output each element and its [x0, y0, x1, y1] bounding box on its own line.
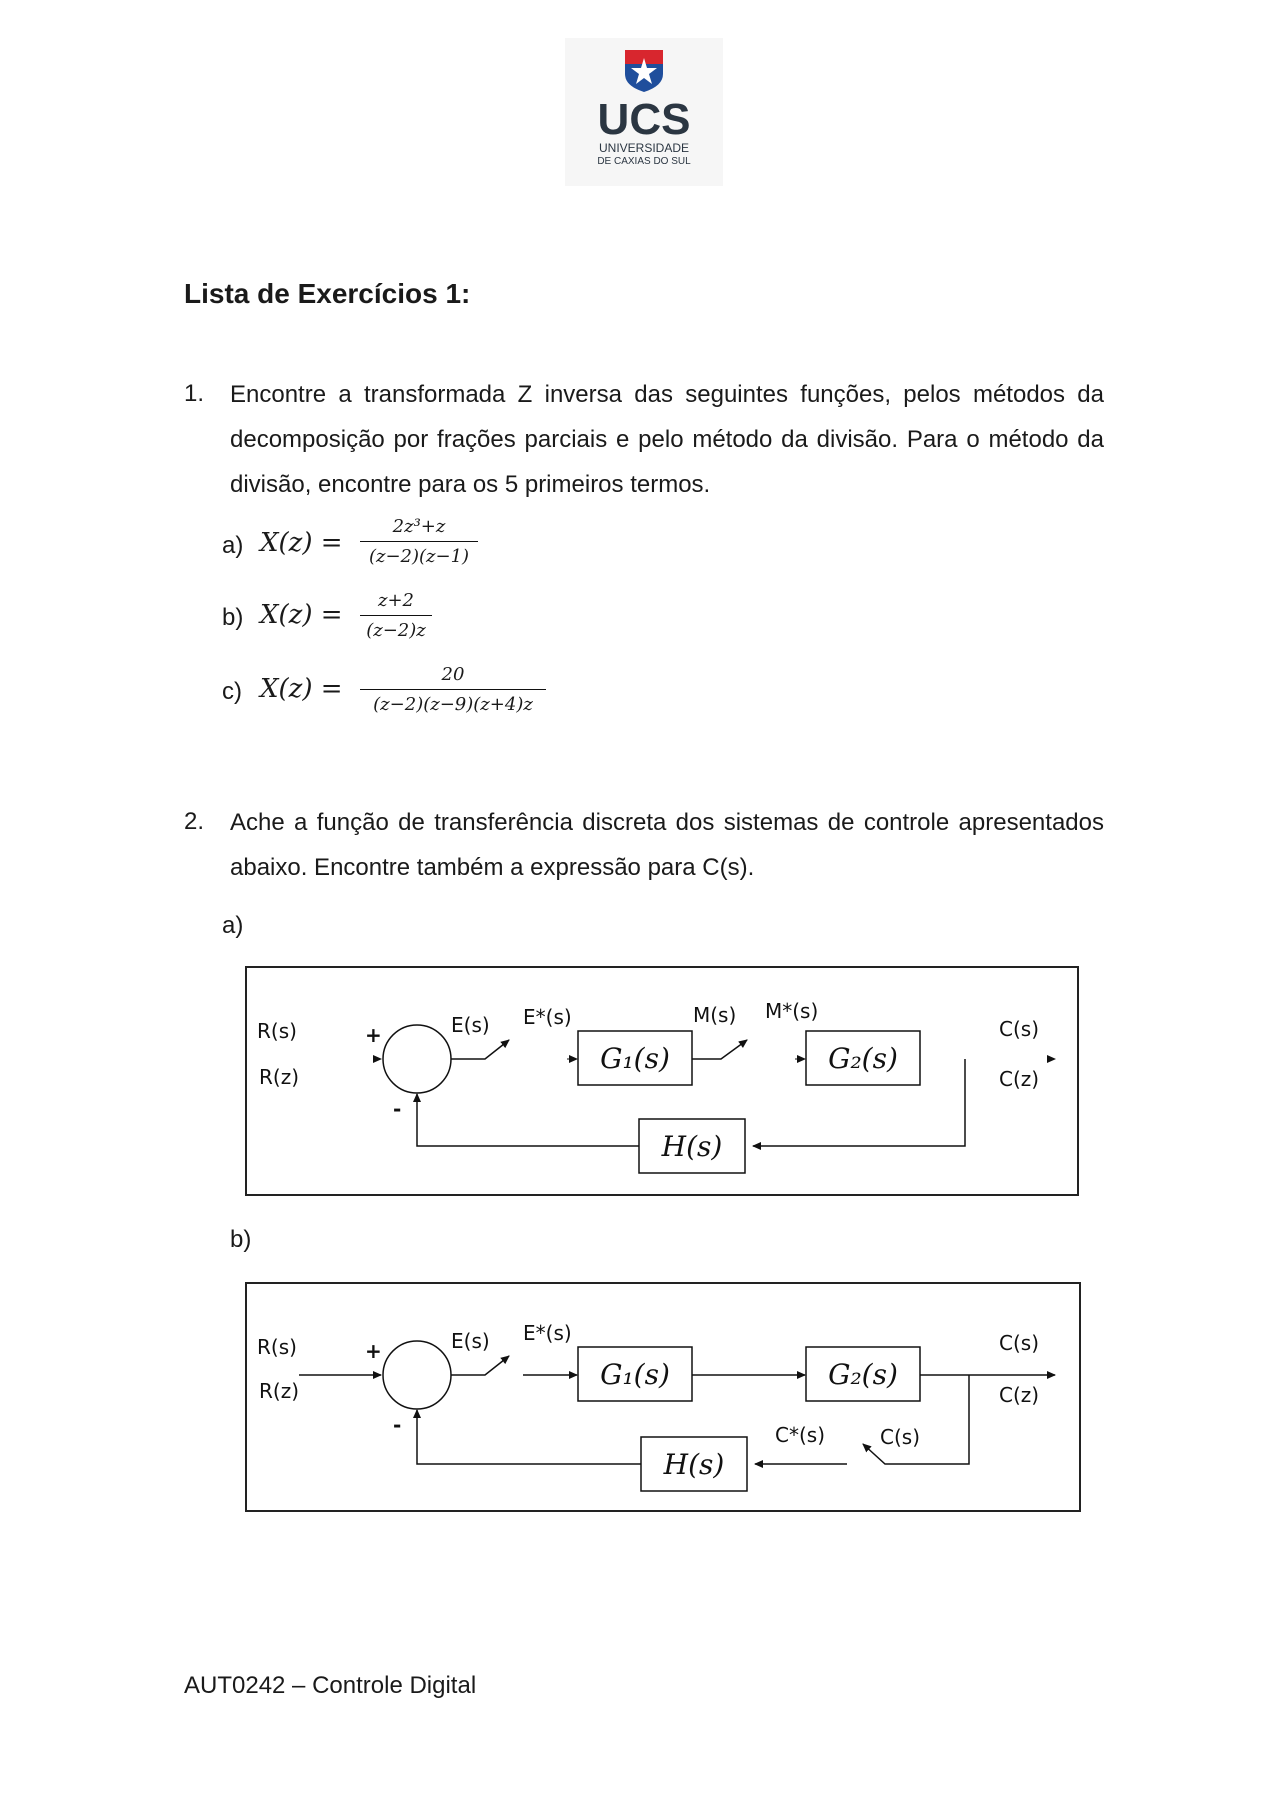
q1b-numerator: z+2	[377, 590, 415, 611]
input-label-rz: R(z)	[259, 1379, 299, 1403]
page-title: Lista de Exercícios 1:	[184, 278, 471, 309]
logo-abbr: UCS	[597, 95, 691, 144]
q1c-label: c)	[222, 678, 242, 705]
input-label-rs: R(s)	[257, 1335, 297, 1359]
label-estar: E*(s)	[523, 1005, 572, 1029]
plus-sign: +	[365, 1023, 382, 1047]
q1a-numerator: 2z³+z	[392, 516, 446, 537]
label-cstar: C*(s)	[775, 1423, 825, 1447]
sampler-1	[451, 1040, 509, 1059]
q1c-denominator: (z−2)(z−9)(z+4)z	[360, 689, 546, 715]
q1a-fraction	[360, 516, 478, 567]
q1b-lhs: X(z) =	[260, 600, 343, 630]
block-g2-label: G₂(s)	[828, 1358, 898, 1391]
block-h-label: H(s)	[663, 1448, 725, 1481]
input-label-rs: R(s)	[257, 1019, 297, 1043]
feedback-path-to-sum	[417, 1410, 641, 1464]
plus-sign: +	[365, 1339, 382, 1363]
block-diagram-a	[245, 966, 1079, 1196]
block-diagram-b	[245, 1282, 1081, 1512]
block-h-label: H(s)	[661, 1130, 723, 1163]
summing-junction	[383, 1025, 451, 1093]
q1a-denominator: (z−2)(z−1)	[360, 541, 478, 567]
q2-text: Ache a função de transferência discreta dos sistemas de controle apresentados abaixo. Encontre também a expressão para C(s).	[230, 809, 1104, 881]
page-footer: AUT0242 – Controle Digital	[184, 1672, 477, 1699]
q2-number: 2.	[184, 808, 205, 835]
minus-sign: -	[393, 1413, 402, 1437]
label-estar: E*(s)	[523, 1321, 572, 1345]
q1b-fraction	[360, 590, 432, 641]
output-label-cz: C(z)	[999, 1383, 1040, 1407]
q2a-label: a)	[222, 912, 244, 939]
block-g2-label: G₂(s)	[828, 1042, 898, 1075]
q1-text: Encontre a transformada Z inversa das seguintes funções, pelos métodos da decomposição por frações parciais e pelo método da divisão. Para o método da divisão, encontre para os 5 primeiros termos.	[230, 381, 1104, 498]
label-cs-feedback: C(s)	[880, 1425, 920, 1449]
university-logo	[565, 38, 723, 186]
q2b-label: b)	[230, 1226, 252, 1253]
q1-number: 1.	[184, 380, 205, 407]
q1a-lhs: X(z) =	[260, 528, 343, 558]
q1c-numerator: 20	[441, 664, 465, 685]
q1a-label: a)	[222, 532, 244, 559]
label-es: E(s)	[451, 1329, 490, 1353]
label-ms: M(s)	[693, 1003, 737, 1027]
logo-line1: UNIVERSIDADE	[598, 141, 690, 155]
q1b-label: b)	[222, 604, 244, 631]
block-g1-label: G₁(s)	[600, 1358, 670, 1391]
sampler-1	[451, 1356, 509, 1375]
block-g1-label: G₁(s)	[600, 1042, 670, 1075]
logo-line2: DE CAXIAS DO SUL	[597, 156, 691, 167]
input-label-rz: R(z)	[259, 1065, 299, 1089]
output-label-cz: C(z)	[999, 1067, 1040, 1091]
label-es: E(s)	[451, 1013, 490, 1037]
label-mstar: M*(s)	[765, 999, 819, 1023]
minus-sign: -	[393, 1097, 402, 1121]
output-label-cs: C(s)	[999, 1331, 1039, 1355]
q1c-lhs: X(z) =	[260, 674, 343, 704]
summing-junction	[383, 1341, 451, 1409]
q1b-denominator: (z−2)z	[360, 615, 432, 641]
feedback-path-to-sum	[417, 1094, 639, 1146]
output-label-cs: C(s)	[999, 1017, 1039, 1041]
sampler-2	[692, 1040, 747, 1059]
q1c-fraction	[360, 664, 546, 715]
